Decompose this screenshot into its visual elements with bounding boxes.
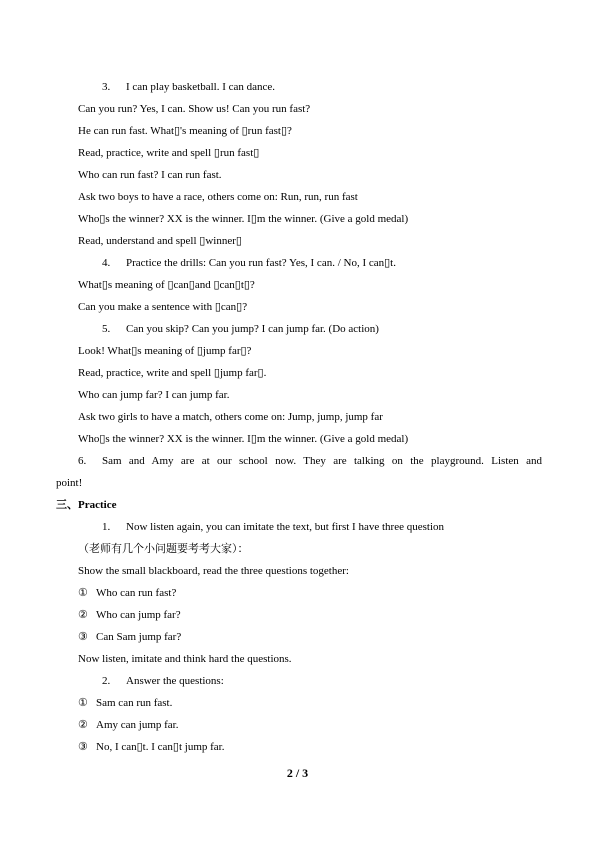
step-text: Now listen again, you can imitate the text, but first I have three question bbox=[126, 521, 444, 533]
circled-number: ③ bbox=[78, 741, 88, 753]
step-4 bbox=[102, 256, 396, 270]
text-line: Read, understand and spell ▯winner▯ bbox=[78, 235, 242, 247]
answer-text: Amy can jump far. bbox=[96, 719, 179, 731]
text-line: Can you make a sentence with ▯can▯? bbox=[78, 301, 248, 313]
text-line: Who can run fast? I can run fast. bbox=[78, 169, 222, 181]
step-number: 5. bbox=[102, 323, 111, 335]
text-line: Read, practice, write and spell ▯jump far▯. bbox=[78, 367, 267, 379]
step-number: 4. bbox=[102, 257, 111, 269]
step-number: 3. bbox=[102, 81, 111, 93]
text-line: Who▯s the winner? XX is the winner. I▯m the winner. (Give a gold medal) bbox=[78, 213, 409, 225]
step-text: I can play basketball. I can dance. bbox=[126, 81, 276, 93]
answer-1 bbox=[78, 696, 172, 710]
step-number: 2. bbox=[102, 675, 111, 687]
text-line: Can you run? Yes, I can. Show us! Can you run fast? bbox=[78, 103, 311, 115]
answer-3 bbox=[78, 740, 224, 754]
page-number: 2 / 3 bbox=[286, 766, 309, 780]
text-line: What▯s meaning of ▯can▯and ▯can▯t▯? bbox=[78, 279, 255, 291]
text-line: Now listen, imitate and think hard the questions. bbox=[78, 653, 292, 665]
section-heading-practice: 三、Practice bbox=[56, 499, 117, 511]
step-text: Answer the questions: bbox=[126, 675, 224, 687]
practice-step-2 bbox=[102, 674, 224, 688]
question-text: Can Sam jump far? bbox=[96, 631, 182, 643]
circled-number: ③ bbox=[78, 631, 88, 643]
question-1 bbox=[78, 586, 176, 600]
step-text: Can you skip? Can you jump? I can jump far. (Do action) bbox=[126, 323, 379, 335]
practice-step-1 bbox=[102, 520, 444, 534]
text-line: Ask two girls to have a match, others come on: Jump, jump, jump far bbox=[78, 411, 383, 423]
step-number: 1. bbox=[102, 521, 111, 533]
step-3 bbox=[102, 80, 275, 94]
text-line: He can run fast. What▯'s meaning of ▯run fast▯? bbox=[78, 125, 292, 137]
answer-2 bbox=[78, 718, 178, 732]
chinese-note: （老师有几个小问题要考考大家）： bbox=[78, 542, 249, 555]
circled-number: ② bbox=[78, 609, 88, 621]
question-text: Who can jump far? bbox=[96, 609, 181, 621]
text-line: Who▯s the winner? XX is the winner. I▯m the winner. (Give a gold medal) bbox=[78, 433, 409, 445]
text-line: point! bbox=[56, 477, 83, 489]
circled-number: ② bbox=[78, 719, 88, 731]
step-6 bbox=[56, 454, 542, 468]
question-text: Who can run fast? bbox=[96, 587, 177, 599]
text-line: Ask two boys to have a race, others come on: Run, run, run fast bbox=[78, 191, 358, 203]
step-5 bbox=[102, 322, 379, 336]
circled-number: ① bbox=[78, 587, 88, 599]
question-3 bbox=[78, 630, 181, 644]
text-line: Look! What▯s meaning of ▯jump far▯? bbox=[78, 345, 252, 357]
step-text: Practice the drills: Can you run fast? Yes, I can. / No, I can▯t. bbox=[126, 257, 396, 269]
text-line: Who can jump far? I can jump far. bbox=[78, 389, 230, 401]
question-2 bbox=[78, 608, 181, 622]
text-line: Read, practice, write and spell ▯run fast▯ bbox=[78, 147, 260, 159]
circled-number: ① bbox=[78, 697, 88, 709]
answer-text: Sam can run fast. bbox=[96, 697, 173, 709]
text-line: Show the small blackboard, read the three questions together: bbox=[78, 565, 349, 577]
answer-text: No, I can▯t. I can▯t jump far. bbox=[96, 741, 225, 753]
step-text: Sam and Amy are at our school now. They are talking on the playground. Listen and bbox=[102, 455, 542, 467]
step-number: 6. bbox=[78, 455, 87, 467]
